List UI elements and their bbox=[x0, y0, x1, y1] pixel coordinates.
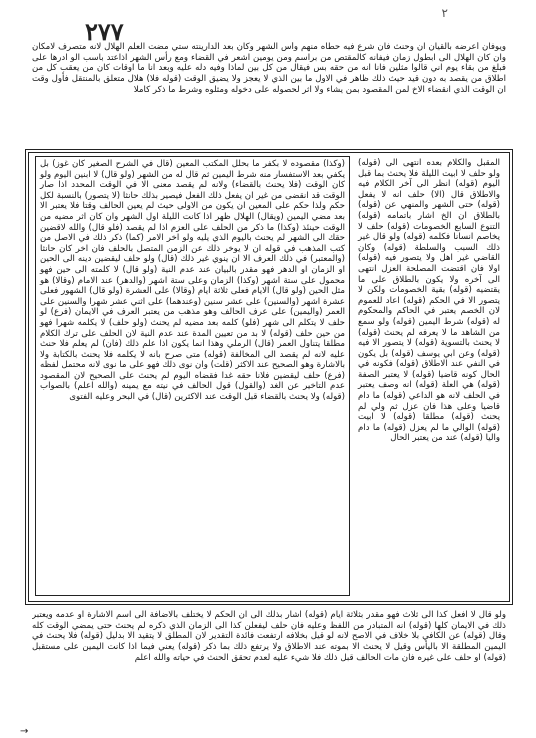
catchword-arrow-icon: → bbox=[20, 726, 29, 737]
corner-mark: ٢ bbox=[441, 6, 448, 20]
boxed-main-text: (وكذا) مقصوده لا بكفر ما بحلل المكتب المعين (قال في الشرح الصغير كان غوز) بل يكفي بعد الاستفسار منه شرط اليمين ثم قال له من الشهر (ولو قال) لا ابنين اليوم ولو كان الوقت (فلا يحنث بالقضاء) ولانه لم يقصد معنى الا في الوقت المحدد اذا صار الوقت قد انقضى من غير ان يفعل ذلك الفعل فيصير بذلك حانثا (لا يتصور) بالنسبة لكل حكم ولذا حكم على المعين ان يكون من الاولى حيث لم يعين الحالف وقتا فلا يعتبر الا بعد مضي اليمين (ويقال) الهلال ظهر اذا كانت الليلة اول الشهر وان كان اثر مضيه من الوقت حينئذ (وكذا) ما ذكر من الحلف على العزم اذا لم يقصد (فلو قال) والله لاقضين حقك الى الشهر لم يحنث باليوم الذي يليه ولو اخر الامر (كما) ذكر ذلك في الاصل من كتب المذهب في قوله ان لا يوخر ذلك عن الزمن المتصل بالحلف فان اخر كان حانثا (والمعتبر) في ذلك العرف الا ان ينوي غير ذلك (قال) ولو حلف ليقضين دينه الى الحين او الزمان او الدهر فهو مقدر بالبيان عند عدم النية (ولو قال) لا كلمته الى حين فهو محمول على ستة اشهر (وكذا) الزمان وعلى ستة اشهر (والدهر) عند الامام (وقالا) هو مثل الحين (ولو قال) الايام فعلى ثلاثة ايام (وقالا) على العشرة (ولو قال) الشهور فعلى عشرة اشهر (والسنين) على عشر سنين (وعندهما) على اثني عشر شهرا والسنين على العمر (واليمين) على عرف الحالف وهو مذهب من يعتبر العرف في الايمان (فرع) لو حلف لا يتكلم الى شهر (فلو) كلمه بعد مضيه لم يحنث (ولو حلف) لا يكلمه شهرا فهو من حين حلف (قوله) لا بد من تعيين المدة عند عدم النية لان الحلف على ترك الكلام مطلقا يتناول العمر (قال) الرملي وهذا انما يكون اذا علم ذلك (فان) لم يعلم فلا حنث عليه لانه لم يقصد الى المخالفة (قوله) متى صرح بانه لا يكلمه فلا يحنث بالكتابة ولا بالاشارة وهو الصحيح عند الاكثر (قلت) وان نوى ذلك فهو على ما نوى لانه محتمل لفظه (فرع) حلف ليقضين فلانا حقه غدا فقضاه اليوم لم يحنث على الصحيح لان المقصود عدم التاخير عن الغد (والقول) قول الحالف في نيته مع يمينه (والله اعلم) بالصواب (قوله) ولا يحنث بالقضاء قبل الوقت عند الاكثرين (قال) في البحر وعليه الفتوى bbox=[35, 156, 350, 596]
page-number: ٢٧٧ bbox=[85, 17, 124, 46]
top-text-block: ويوفان أعرضه بالقيان ان وحنث فان شرع فيه حطاه منهم وأس الشهر وكان بعد الدارينته ستي مضت العلم الهلال لانه متصرف لامكان وان كان الهلال الى ابطول زمان فيفانه كالمقتص من براسم ومن يومين اشعر في القضاء ومع رأس الشهر اذاعتد باسب الو ادرها على فبلغ من بقاء يوم اني قالوا مثلين فانا انه من حقه بس فيقال من كل بين لماذا وفيه دله عليه وبعد انا ما اوقات كان من يعقب كل من اطلاق من يقصد به دون قيد حيث ذلك ظاهر في الاول ما بين الذي لا يعجز ولا يضيق الوقت (قوله فلا) هلال متعلق بالمنتقل فأول وقت ان الوقت الذي انقضاء الاخ لمن المقصود بمن يشاء ولا اثر لحصوله على دخوله ومثلوه وشرط ما ذكر كاملا bbox=[32, 42, 506, 95]
framed-commentary bbox=[28, 152, 510, 602]
bottom-text-block: ولو قال لا افعل كذا الى ثلاث فهو مقدر بثلاثة ايام (قوله) اشار بذلك الى ان الحكم لا يختلف بالاضافة الى اسم الاشارة او عدمه ويعتبر ذلك في الايمان كلها (قوله) انه المتبادر من اللفظ وعليه فان حلف ليفعلن كذا الى الزمان الذي ذكره لم يحنث حتى يمضي الوقت كله وقال (قوله) عن الكافي بلا خلاف في الاصح لانه لو قيل بخلافه ارتفعت فائدة التقدير لان المطلق لا يتقيد الا بدليل (قوله) فلا يحنث في اليمين المطلقة الا باليأس وقيل لا يحنث الا بموته عند الاطلاق ولا يرتفع ذلك بما ذكر (قوله) يعني فيما اذا كانت اليمين على مستقبل (قوله) او حلف على غيره فان مات الحالف قبل ذلك فلا شيء عليه لعدم تحقق الحنث في حياته والله اعلم bbox=[32, 610, 506, 663]
margin-commentary-column: المقبل والكلام بعده انتهى الى (قوله) ولو حلف لا ابيت الليلة فلا يحنث بما قبل اليوم (قوله) انظر الى آخر الكلام فيه والاطلاق قال (الا) حلف انه لا يفعل (قوله) حتى الشهر والمنهي عن (قوله) بالطلاق ان الخ اشار باتمامه (قوله) التنوع السابع الخصومات (قوله) حلف لا يخاصم انسانا فكلمه (قوله) ولو قال غير ذلك السبب والسلطة (قوله) وكان القاضي غير اهل ولا يتصور فيه (قوله) اولا فان اقتضت المصلحة العزل انتهى الى آخره ولا يكون بالطلاق على ما يقتضيه (قوله) بقية الخصومات ولكن لا يتصور الا في الحكم (قوله) اعاد للعموم لان الخصم يعتبر في الحاكم والمحكوم له (قوله) شرط اليمين (قوله) ولو سمع من الشاهد ما لا يعرفه لم يحنث (قوله) لا يحنث بالتسوية (قوله) لا يتصور الا فيه (قوله) وعن ابي يوسف (قوله) بل يكون في النفي عند الاطلاق (قوله) فكونه في الحال كونه قاضيا (قوله) لا يعتبر الصفة (قوله) هي العلة (قوله) انه وصف يعتبر في الحلف لانه هو الداعي (قوله) ما دام قاضيا وعلى هذا فان عزل ثم ولي لم يحنث (قوله) مطلقا (قوله) لا ابيت (قوله) الوالي ما لم يعزل (قوله) ما دام واليا (قوله) عند من يعتبر الحال bbox=[358, 158, 500, 444]
